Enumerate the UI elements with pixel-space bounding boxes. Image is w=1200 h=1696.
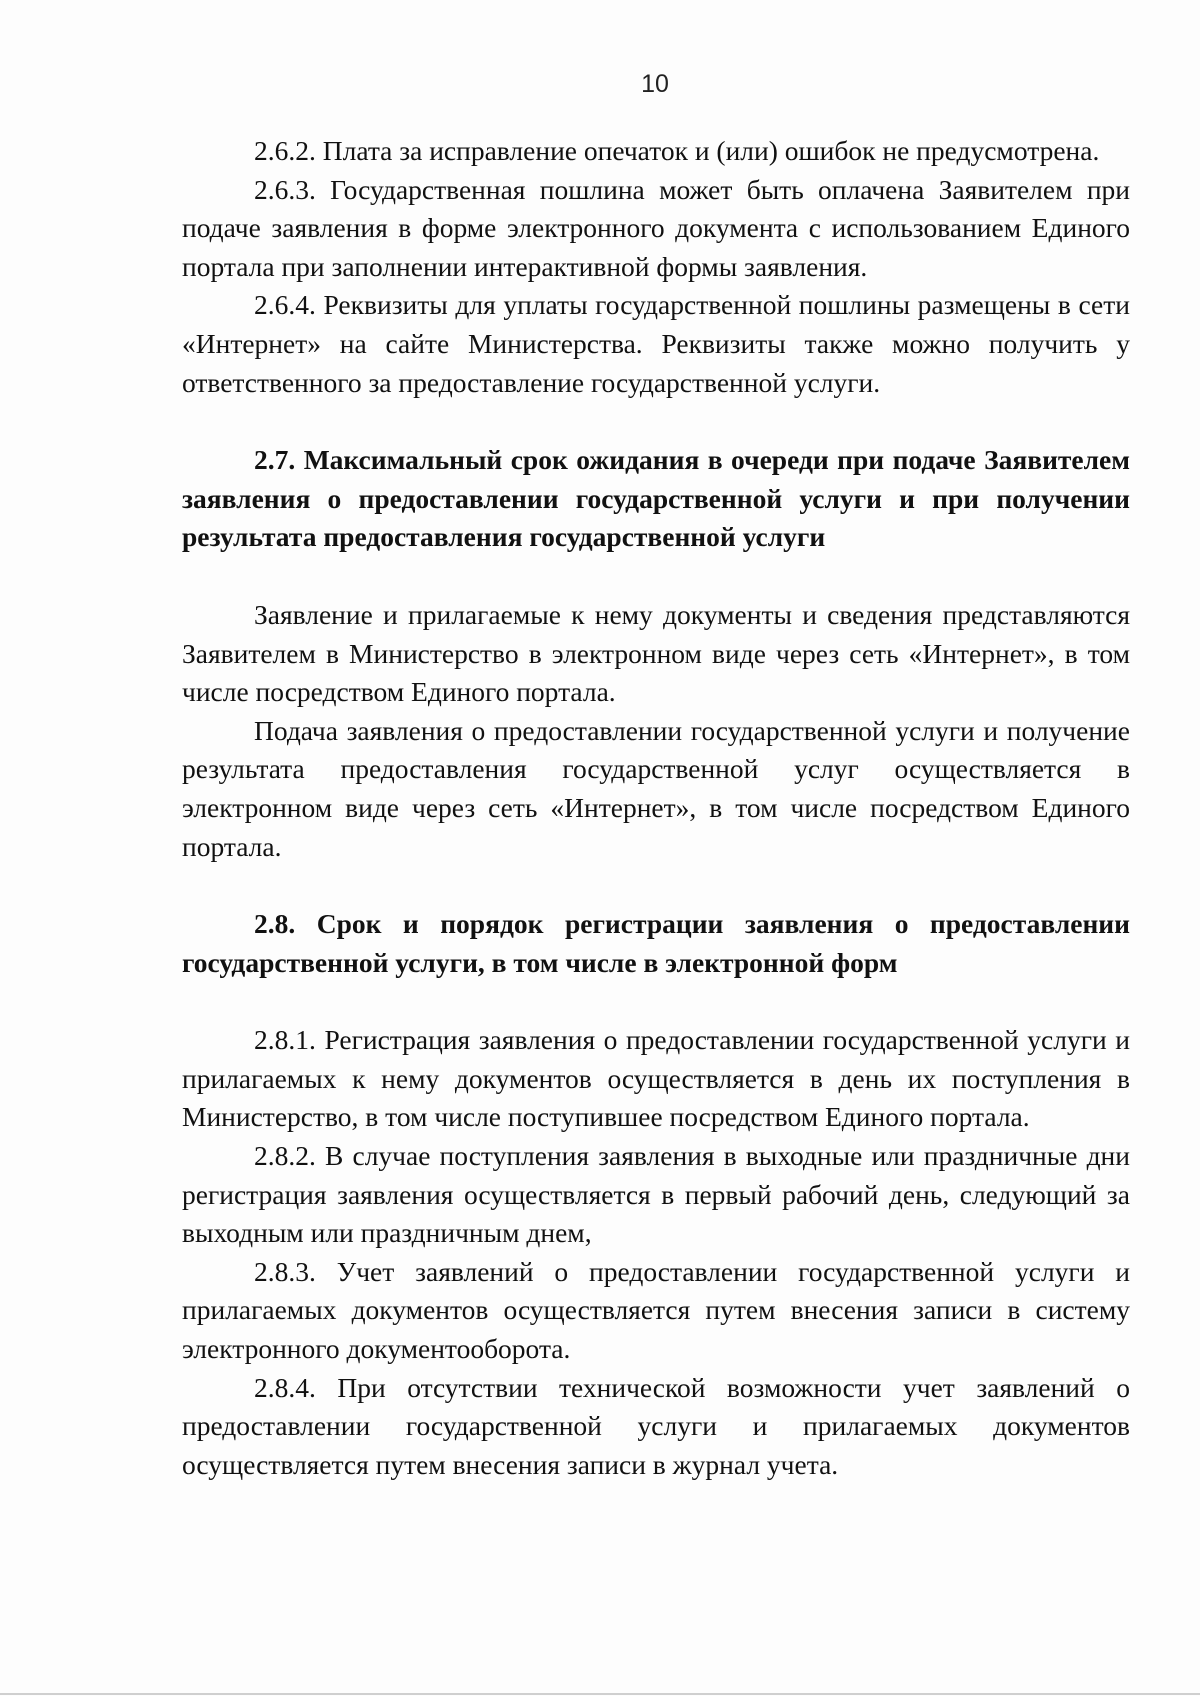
paragraph-2-7-b: Подача заявления о предоставлении государственной услуги и получение результата предоставления государственной услуг осуществляется в электронном виде через сеть «Интернет», в том числе посредством Единого портала. [182, 714, 1130, 862]
paragraph-2-8-4: 2.8.4. При отсутствии технической возможности учет заявлений о предоставлении государственной услуги и прилагаемых документов осуществляется путем внесения записи в журнал учета. [182, 1371, 1130, 1480]
paragraph-2-8-2: 2.8.2. В случае поступления заявления в выходные или праздничные дни регистрация заявления осуществляется в первый рабочий день, следующий за выходным или праздничным днем, [182, 1140, 1130, 1249]
spacer [182, 866, 1130, 905]
spacer [182, 402, 1130, 441]
paragraph-2-7-a: Заявление и прилагаемые к нему документы и сведения представляются Заявителем в Министерство в электронном виде через сеть «Интернет», в том числе посредством Единого портала. [182, 598, 1130, 708]
spacer [182, 557, 1130, 596]
spacer [182, 982, 1130, 1021]
section-heading-2-7: 2.7. Максимальный срок ожидания в очереди при подаче Заявителем заявления о предоставлении государственной услуги и при получении результата предоставления государственной услуги [182, 444, 1130, 553]
page-number: 10 [641, 70, 669, 98]
paragraph-2-6-4: 2.6.4. Реквизиты для уплаты государственной пошлины размещены в сети «Интернет» на сайте Министерства. Реквизиты также можно получить у ответственного за предоставление государственной услуги. [182, 289, 1130, 398]
scan-edge-line [0, 1693, 1200, 1695]
paragraph-2-8-3: 2.8.3. Учет заявлений о предоставлении государственной услуги и прилагаемых документов осуществляется путем внесения записи в систему электронного документооборота. [182, 1255, 1130, 1365]
paragraph-2-6-2: 2.6.2. Плата за исправление опечаток и (или) ошибок не предусмотрена. [254, 135, 1100, 166]
section-heading-2-8: 2.8. Срок и порядок регистрации заявления о предоставлении государственной услуги, в том числе в электронной форм [182, 908, 1130, 978]
paragraph-2-6-3: 2.6.3. Государственная пошлина может быть оплачена Заявителем при подаче заявления в форме электронного документа с использованием Единого портала при заполнении интерактивной формы заявления. [182, 173, 1130, 282]
paragraph-2-8-1: 2.8.1. Регистрация заявления о предоставлении государственной услуги и прилагаемых к нему документов осуществляется в день их поступления в Министерство, в том числе поступившее посредством Единого портала. [182, 1024, 1130, 1133]
document-body [182, 132, 1130, 1484]
